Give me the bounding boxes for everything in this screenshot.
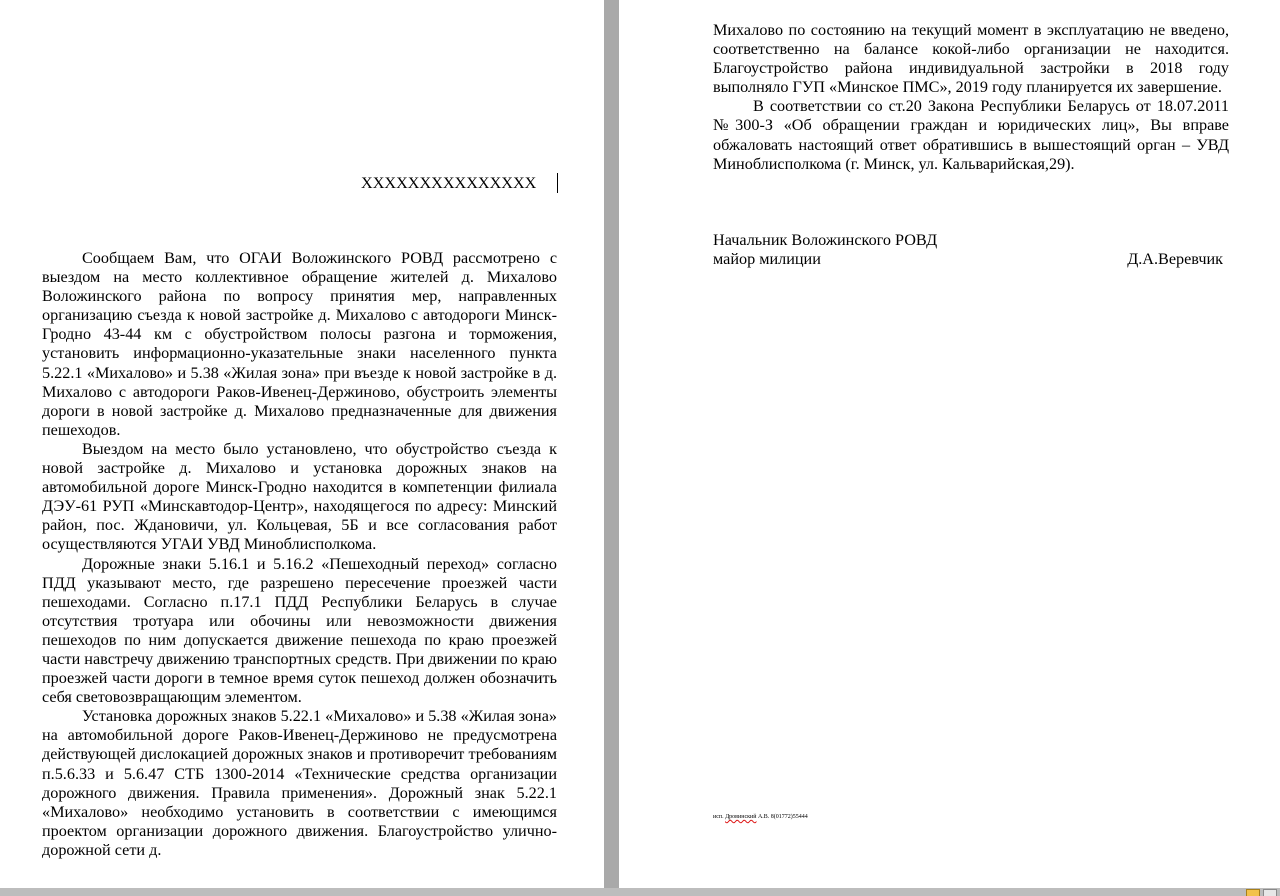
document-page-left[interactable] — [0, 0, 604, 888]
signature-rank: майор милиции — [713, 250, 821, 269]
executor-prefix: исп. — [713, 814, 724, 820]
executor-note — [713, 813, 808, 821]
paragraph: Установка дорожных знаков 5.22.1 «Михалово» и 5.38 «Жилая зона» на автомобильной дороге Раков-Ивенец-Держиново не предусмотрена действующей дислокацией дорожных знаков и противоречит требованиям п.5.6.33 и 5.6.47 СТБ 1300-2014 «Технические средства организации дорожного движения. Правила применения». Дорожный знак 5.22.1 «Михалово» необходимо установить в соответствии с имеющимся проектом организации дорожного движения. Благоустройство улично-дорожной сети д. — [42, 707, 557, 859]
letter-body — [42, 249, 557, 860]
paragraph: Сообщаем Вам, что ОГАИ Воложинского РОВД рассмотрено с выездом на место коллективное обращение жителей д. Михалово Воложинского района по вопросу принятия мер, направленных организацию съезда к новой застройке д. Михалово с автодороги Минск-Гродно 43-44 км с обустройством полосы разгона и торможения, установить информационно-указательные знаки населенного пункта 5.22.1 «Михалово» и 5.38 «Жилая зона» при въезде к новой застройке в д. Михалово с автодороги Раков-Ивенец-Держиново, обустроить элементы дороги в новой застройке д. Михалово предназначенные для движения пешеходов. — [42, 249, 557, 439]
executor-name: Дровинский — [725, 814, 757, 820]
letter-body-continued — [713, 21, 1229, 174]
signature-position: Начальник Воложинского РОВД — [713, 231, 938, 249]
executor-initials: А.В. — [757, 814, 770, 820]
paragraph: В соответствии со ст.20 Закона Республики Беларусь от 18.07.2011 №300-З «Об обращении граждан и юридических лиц», Вы вправе обжаловать настоящий ответ обратившись в вышестоящий орган – УВД Миноблисполкома (г. Минск, ул. Кальварийская,29). — [713, 97, 1229, 173]
paragraph: Выездом на место было установлено, что обустройство съезда к новой застройке д. Михалово и установка дорожных знаков на автомобильной дороге Минск-Гродно находится в компетенции филиала ДЭУ-61 РУП «Минскавтодор-Центр», находящегося по адресу: Минский район, пос. Ждановичи, ул. Кольцевая, 5Б и все согласования работ осуществляются УГАИ УВД Миноблисполкома. — [42, 439, 557, 554]
status-bar — [0, 888, 1280, 896]
signature-block — [713, 231, 1223, 269]
paragraph-continuation: Михалово по состоянию на текущий момент в эксплуатацию не введено, соответственно на балансе кокой-либо организации не находится. Благоустройство района индивидуальной застройки в 2018 году выполняло ГУП «Минское ПМС», 2019 году планируется их завершение. — [713, 21, 1229, 97]
signature-row — [713, 250, 1223, 269]
addressee: XXXXXXXXXXXXXXX — [361, 174, 537, 192]
page-gap — [604, 0, 619, 896]
paragraph: Дорожные знаки 5.16.1 и 5.16.2 «Пешеходный переход» согласно ПДД указывают место, где разрешено пересечение проезжей части пешеходами. Согласно п.17.1 ПДД Республики Беларусь в случае отсутствия тротуара или обочины или невозможности движения пешеходов по ним допускается движение пешехода по краю проезжей части навстречу движению транспортных средств. При движении по краю проезжей части дороги в темное время суток пешеход должен обозначить себя световозвращающим элементом. — [42, 554, 558, 707]
text-cursor — [557, 173, 558, 193]
signature-name: Д.А.Веревчик — [1127, 250, 1223, 269]
folder-icon[interactable] — [1246, 889, 1260, 896]
window-icon[interactable] — [1263, 889, 1277, 896]
executor-phone: 8(01772)55444 — [770, 814, 808, 820]
